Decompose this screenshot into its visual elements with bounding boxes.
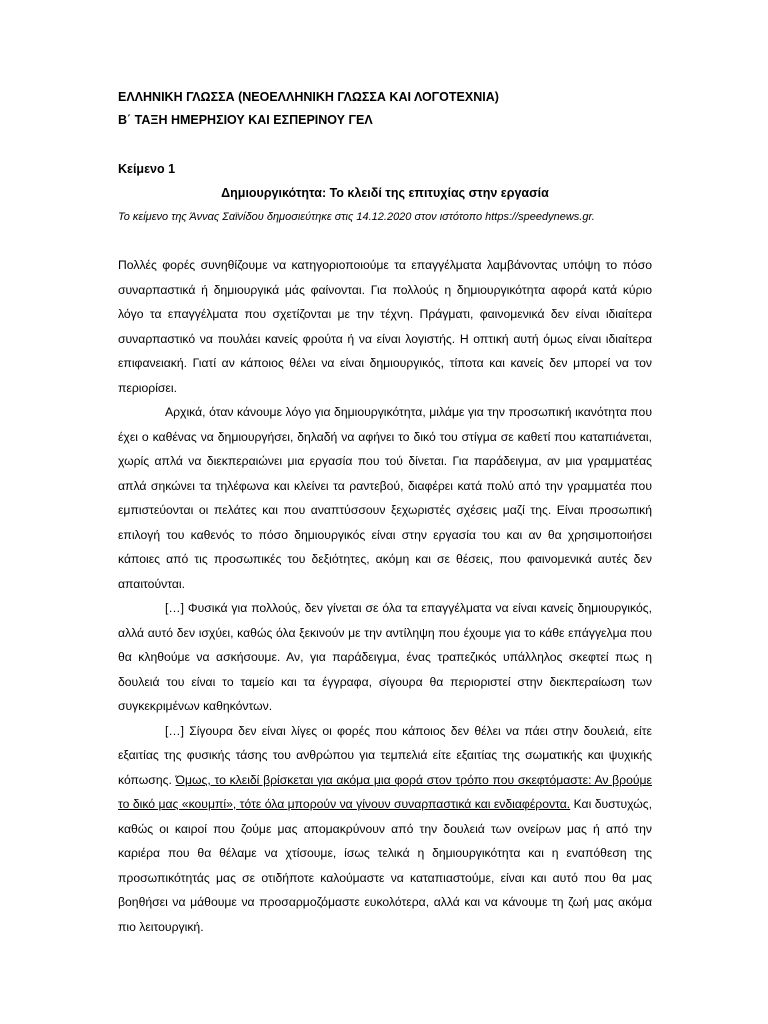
paragraph-4: [118, 719, 652, 940]
article-body: [118, 253, 652, 939]
underlined-passage: Όμως, το κλειδί βρίσκεται για ακόμα μια φορά στον τρόπο που σκεφτόμαστε: Αν βρούμε το δικό μας «κουμπί», τότε όλα μπορούν να γίνουν συναρπαστικά και ενδιαφέροντα.: [118, 772, 652, 811]
subject-title: ΕΛΛΗΝΙΚΗ ΓΛΩΣΣΑ (ΝΕΟΕΛΛΗΝΙΚΗ ΓΛΩΣΣΑ ΚΑΙ ΛΟΓΟΤΕΧΝΙΑ): [118, 90, 499, 104]
source-note: Το κείμενο της Άννας Σαϊνίδου δημοσιεύτηκε στις 14.12.2020 στον ιστότοπο https://speedynews.gr.: [118, 211, 595, 223]
text-label: Κείμενο 1: [118, 162, 176, 176]
paragraph-4-start: […] Σίγουρα δεν είναι λίγες οι φορές που κάποιος δεν θέλει να πάει στην δουλειά, είτε εξαιτίας της φυσικής τάσης του ανθρώπου για τεμπελιά είτε εξαιτίας της σωματικής και ψυχικής κόπωσης.: [118, 723, 652, 787]
article-title: Δημιουργικότητα: Το κλειδί της επιτυχίας στην εργασία: [221, 186, 549, 200]
paragraph-2: Αρχικά, όταν κάνουμε λόγο για δημιουργικότητα, μιλάμε για την προσωπική ικανότητα που έχει ο καθένας να δημιουργήσει, δηλαδή να αφήνει το δικό του στίγμα σε καθετί που καταπιάνεται, χωρίς απλά να διεκπεραιώνει μια εργασία που τού δίνεται. Για παράδειγμα, αν μια γραμματέας απλά σηκώνει τα τηλέφωνα και κλείνει τα ραντεβού, διαφέρει κατά πολύ από την γραμματέα που εμπιστεύονται οι πελάτες και που αναπτύσσουν ξεχωριστές σχέσεις μαζί της. Είναι προσωπική επιλογή του καθενός το πόσο δημιουργικός είναι στην εργασία του και αν θα χρησιμοποιήσει κάποιες από τις προσωπικές του δεξιότητες, ακόμη και σε θέσεις, που φαινομενικά αυτές δεν απαιτούνται.: [118, 405, 652, 591]
paragraph-1: Πολλές φορές συνηθίζουμε να κατηγοριοποιούμε τα επαγγέλματα λαμβάνοντας υπόψη το πόσο συναρπαστικά ή δημιουργικά μάς φαίνονται. Για πολλούς η δημιουργικότητα αφορά κατά κύριο λόγο τα επαγγέλματα που σχετίζονται με την τέχνη. Πράγματι, φαινομενικά δεν είναι ιδιαίτερα συναρπαστικό να πουλάει κανείς φρούτα ή να είναι λογιστής. Η οπτική αυτή όμως είναι ιδιαίτερα επιφανειακή. Γιατί αν κάποιος θέλει να είναι δημιουργικός, τίποτα και κανείς δεν μπορεί να τον περιορίσει.: [118, 258, 652, 395]
document-header: [118, 86, 678, 131]
paragraph-3: […] Φυσικά για πολλούς, δεν γίνεται σε όλα τα επαγγέλματα να είναι κανείς δημιουργικός, αλλά αυτό δεν ισχύει, καθώς όλα ξεκινούν με την αντίληψη που έχουμε για το κάθε επάγγελμα που θα κληθούμε να ασκήσουμε. Αν, για παράδειγμα, ένας τραπεζικός υπάλληλος σκεφτεί πως η δουλειά του είναι το ταμείο και τα έγγραφα, σίγουρα θα περιοριστεί στην διεκπεραίωση των συγκεκριμένων καθηκόντων.: [118, 601, 652, 713]
paragraph-4-end: Και δυστυχώς, καθώς οι καιροί που ζούμε μας απομακρύνουν από την δουλειά των ονείρων μας ή από την καριέρα που θα θέλαμε να χτίσουμε, ίσως τελικά η δημιουργικότητα και η εναπόθεση της προσωπικότητάς μας σε οτιδήποτε καλούμαστε να καταπιαστούμε, είναι και αυτό που θα μας βοηθήσει να μάθουμε να προσαρμοζόμαστε ευκολότερα, αλλά και να κάνουμε τη ζωή μας ακόμα πιο λειτουργική.: [118, 797, 652, 934]
class-title: Β΄ ΤΑΞΗ ΗΜΕΡΗΣΙΟΥ ΚΑΙ ΕΣΠΕΡΙΝΟΥ ΓΕΛ: [118, 113, 373, 127]
